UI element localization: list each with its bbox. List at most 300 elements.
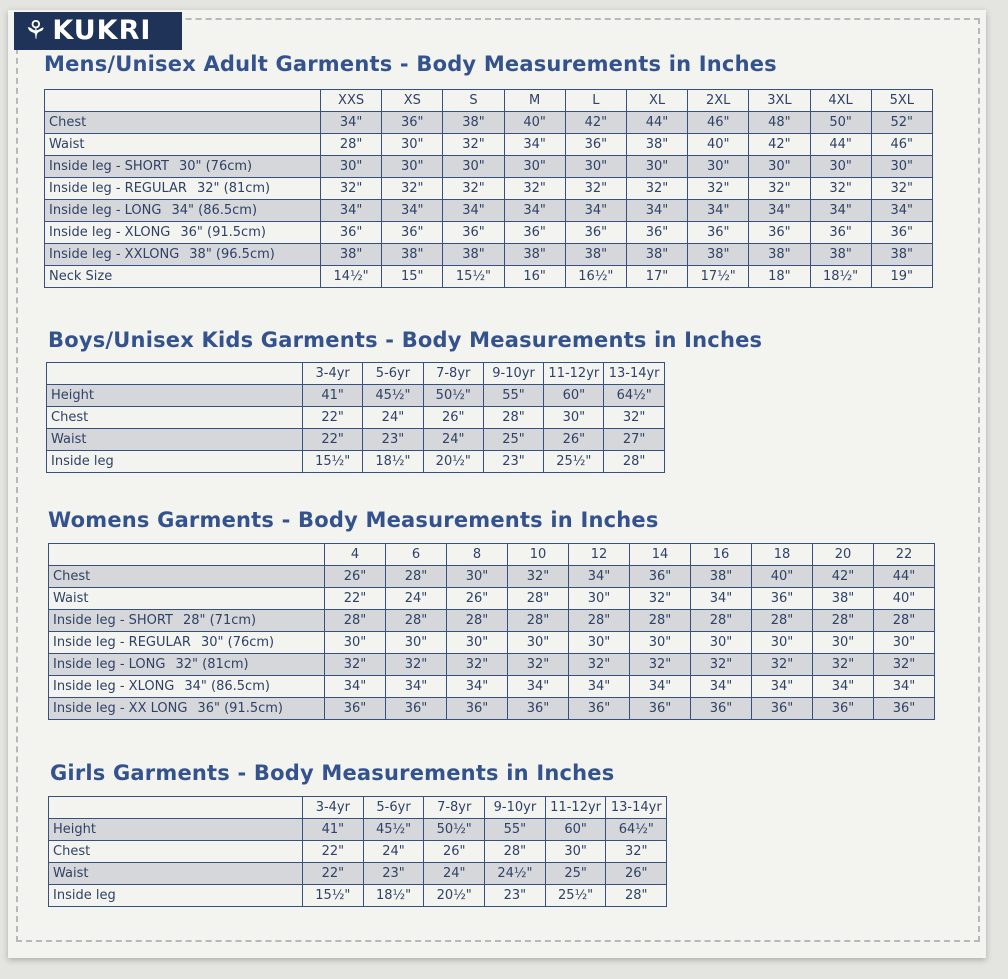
- value-cell: 52": [871, 112, 932, 134]
- value-cell: 34": [688, 200, 749, 222]
- value-cell: 36": [752, 588, 813, 610]
- value-cell: 16": [504, 266, 565, 288]
- row-label: Inside leg - LONG: [49, 203, 162, 218]
- size-header-cell: 7-8yr: [424, 797, 485, 819]
- value-cell: 30": [569, 632, 630, 654]
- value-cell: 32": [443, 178, 504, 200]
- value-cell: 26": [423, 407, 483, 429]
- row-label-cell: [45, 156, 321, 178]
- row-label-cell: [45, 266, 321, 288]
- value-cell: 34": [504, 200, 565, 222]
- value-cell: 30": [871, 156, 932, 178]
- value-cell: 34": [752, 676, 813, 698]
- value-cell: 38": [321, 244, 382, 266]
- value-cell: 34": [382, 200, 443, 222]
- value-cell: 28": [508, 588, 569, 610]
- value-cell: 45½": [363, 385, 423, 407]
- value-cell: 22": [303, 429, 363, 451]
- value-cell: 42": [749, 134, 810, 156]
- value-cell: 20½": [424, 885, 485, 907]
- table-row: [45, 244, 933, 266]
- value-cell: 15½": [303, 885, 364, 907]
- value-cell: 64½": [604, 385, 664, 407]
- value-cell: 32": [749, 178, 810, 200]
- value-cell: 40": [874, 588, 935, 610]
- size-header-cell: S: [443, 90, 504, 112]
- value-cell: 18½": [810, 266, 871, 288]
- value-cell: 55": [485, 819, 546, 841]
- size-header-cell: 22: [874, 544, 935, 566]
- value-cell: 24": [363, 407, 423, 429]
- value-cell: 34": [691, 676, 752, 698]
- value-cell: 18": [749, 266, 810, 288]
- table-row: [45, 156, 933, 178]
- table-row: [49, 632, 935, 654]
- value-cell: 38": [504, 244, 565, 266]
- size-header-cell: L: [565, 90, 626, 112]
- value-cell: 32": [630, 588, 691, 610]
- row-label-cell: [49, 885, 303, 907]
- value-cell: 28": [630, 610, 691, 632]
- table-row: [45, 112, 933, 134]
- size-header-cell: 4: [325, 544, 386, 566]
- row-measure: 36" (91.5cm): [197, 701, 283, 716]
- value-cell: 34": [569, 566, 630, 588]
- value-cell: 34": [321, 112, 382, 134]
- table-row: [49, 676, 935, 698]
- value-cell: 24": [423, 429, 483, 451]
- row-measure: 34" (86.5cm): [171, 203, 258, 218]
- value-cell: 40": [752, 566, 813, 588]
- value-cell: 38": [813, 588, 874, 610]
- corner-cell: [49, 544, 325, 566]
- size-header-cell: 3-4yr: [303, 363, 363, 385]
- value-cell: 48": [749, 112, 810, 134]
- row-label: Inside leg - SHORT: [49, 159, 169, 174]
- value-cell: 36": [382, 222, 443, 244]
- row-label: Waist: [51, 432, 87, 447]
- value-cell: 36": [688, 222, 749, 244]
- value-cell: 34": [871, 200, 932, 222]
- size-header-cell: 9-10yr: [485, 797, 546, 819]
- value-cell: 30": [691, 632, 752, 654]
- value-cell: 24": [363, 841, 424, 863]
- value-cell: 22": [303, 863, 364, 885]
- value-cell: 26": [544, 429, 604, 451]
- row-label: Inside leg: [51, 454, 114, 469]
- value-cell: 18½": [363, 885, 424, 907]
- value-cell: 28": [606, 885, 667, 907]
- value-cell: 17": [626, 266, 687, 288]
- value-cell: 25½": [545, 885, 606, 907]
- value-cell: 32": [386, 654, 447, 676]
- value-cell: 42": [565, 112, 626, 134]
- value-cell: 32": [810, 178, 871, 200]
- value-cell: 41": [303, 819, 364, 841]
- size-header-row: [45, 90, 933, 112]
- size-header-cell: 4XL: [810, 90, 871, 112]
- value-cell: 32": [691, 654, 752, 676]
- value-cell: 34": [386, 676, 447, 698]
- value-cell: 28": [485, 841, 546, 863]
- table-row: [45, 266, 933, 288]
- value-cell: 32": [504, 178, 565, 200]
- row-label-cell: [49, 654, 325, 676]
- value-cell: 44": [810, 134, 871, 156]
- boys-size-table: [46, 362, 665, 473]
- row-label: Chest: [53, 569, 91, 584]
- corner-cell: [49, 797, 303, 819]
- row-label: Inside leg - REGULAR: [53, 635, 191, 650]
- value-cell: 36": [565, 222, 626, 244]
- value-cell: 40": [504, 112, 565, 134]
- value-cell: 34": [626, 200, 687, 222]
- value-cell: 28": [386, 610, 447, 632]
- value-cell: 19": [871, 266, 932, 288]
- value-cell: 32": [447, 654, 508, 676]
- value-cell: 36": [810, 222, 871, 244]
- row-measure: 36" (91.5cm): [180, 225, 266, 240]
- value-cell: 34": [321, 200, 382, 222]
- value-cell: 36": [508, 698, 569, 720]
- size-header-cell: XXS: [321, 90, 382, 112]
- value-cell: 30": [569, 588, 630, 610]
- value-cell: 42": [813, 566, 874, 588]
- value-cell: 30": [321, 156, 382, 178]
- value-cell: 55": [483, 385, 543, 407]
- table-row: [49, 863, 667, 885]
- table-row: [45, 134, 933, 156]
- size-header-cell: 5XL: [871, 90, 932, 112]
- size-header-cell: 11-12yr: [545, 797, 606, 819]
- value-cell: 34": [749, 200, 810, 222]
- table-row: [49, 819, 667, 841]
- value-cell: 30": [752, 632, 813, 654]
- row-label-cell: [47, 407, 303, 429]
- value-cell: 15½": [443, 266, 504, 288]
- value-cell: 32": [688, 178, 749, 200]
- value-cell: 36": [382, 112, 443, 134]
- value-cell: 30": [545, 841, 606, 863]
- value-cell: 34": [565, 200, 626, 222]
- womens-size-table: [48, 543, 935, 720]
- value-cell: 38": [443, 112, 504, 134]
- value-cell: 34": [630, 676, 691, 698]
- value-cell: 24½": [485, 863, 546, 885]
- value-cell: 32": [569, 654, 630, 676]
- value-cell: 30": [386, 632, 447, 654]
- size-header-cell: 20: [813, 544, 874, 566]
- corner-cell: [45, 90, 321, 112]
- value-cell: 38": [691, 566, 752, 588]
- row-label: Inside leg - REGULAR: [49, 181, 187, 196]
- value-cell: 30": [447, 566, 508, 588]
- row-label-cell: [47, 451, 303, 473]
- value-cell: 26": [447, 588, 508, 610]
- value-cell: 24": [424, 863, 485, 885]
- row-label: Chest: [51, 410, 89, 425]
- value-cell: 34": [569, 676, 630, 698]
- value-cell: 38": [443, 244, 504, 266]
- value-cell: 32": [626, 178, 687, 200]
- value-cell: 34": [810, 200, 871, 222]
- size-header-cell: 3XL: [749, 90, 810, 112]
- value-cell: 25½": [544, 451, 604, 473]
- value-cell: 60": [544, 385, 604, 407]
- value-cell: 34": [874, 676, 935, 698]
- value-cell: 30": [630, 632, 691, 654]
- value-cell: 32": [321, 178, 382, 200]
- row-label-cell: [45, 200, 321, 222]
- value-cell: 36": [569, 698, 630, 720]
- row-label-cell: [49, 863, 303, 885]
- value-cell: 36": [691, 698, 752, 720]
- value-cell: 30": [810, 156, 871, 178]
- value-cell: 22": [303, 841, 364, 863]
- value-cell: 32": [813, 654, 874, 676]
- value-cell: 30": [382, 134, 443, 156]
- table-row: [47, 429, 665, 451]
- value-cell: 28": [874, 610, 935, 632]
- size-header-cell: 5-6yr: [363, 363, 423, 385]
- value-cell: 60": [545, 819, 606, 841]
- value-cell: 44": [626, 112, 687, 134]
- girls-size-table: [48, 796, 667, 907]
- value-cell: 34": [447, 676, 508, 698]
- size-header-cell: 11-12yr: [544, 363, 604, 385]
- value-cell: 25": [483, 429, 543, 451]
- row-label: Inside leg - XLONG: [53, 679, 175, 694]
- value-cell: 28": [325, 610, 386, 632]
- value-cell: 28": [691, 610, 752, 632]
- value-cell: 30": [443, 156, 504, 178]
- value-cell: 26": [424, 841, 485, 863]
- value-cell: 36": [325, 698, 386, 720]
- table-row: [47, 407, 665, 429]
- row-label-cell: [45, 112, 321, 134]
- value-cell: 32": [443, 134, 504, 156]
- value-cell: 25": [545, 863, 606, 885]
- value-cell: 38": [382, 244, 443, 266]
- value-cell: 36": [749, 222, 810, 244]
- table-row: [45, 222, 933, 244]
- value-cell: 30": [508, 632, 569, 654]
- value-cell: 30": [688, 156, 749, 178]
- size-header-cell: 6: [386, 544, 447, 566]
- value-cell: 36": [321, 222, 382, 244]
- value-cell: 36": [447, 698, 508, 720]
- value-cell: 36": [504, 222, 565, 244]
- value-cell: 32": [382, 178, 443, 200]
- size-header-cell: XS: [382, 90, 443, 112]
- value-cell: 38": [810, 244, 871, 266]
- size-header-cell: 7-8yr: [423, 363, 483, 385]
- row-measure: 30" (76cm): [178, 159, 253, 174]
- brand-mark-icon: ⚘: [24, 16, 49, 46]
- womens-table-title: Womens Garments - Body Measurements in Inches: [48, 508, 659, 532]
- value-cell: 32": [565, 178, 626, 200]
- value-cell: 36": [630, 566, 691, 588]
- row-label-cell: [49, 819, 303, 841]
- value-cell: 18½": [363, 451, 423, 473]
- value-cell: 16½": [565, 266, 626, 288]
- mens-table-title: Mens/Unisex Adult Garments - Body Measurements in Inches: [44, 52, 777, 76]
- size-header-cell: 2XL: [688, 90, 749, 112]
- table-row: [49, 654, 935, 676]
- value-cell: 30": [749, 156, 810, 178]
- row-label: Inside leg - XLONG: [49, 225, 171, 240]
- value-cell: 28": [752, 610, 813, 632]
- table-row: [49, 885, 667, 907]
- value-cell: 38": [565, 244, 626, 266]
- row-label-cell: [49, 566, 325, 588]
- row-label: Height: [51, 388, 94, 403]
- value-cell: 30": [325, 632, 386, 654]
- value-cell: 36": [443, 222, 504, 244]
- value-cell: 32": [325, 654, 386, 676]
- brand-name: KUKRI: [52, 15, 152, 46]
- value-cell: 50½": [424, 819, 485, 841]
- size-header-cell: 10: [508, 544, 569, 566]
- value-cell: 46": [688, 112, 749, 134]
- value-cell: 28": [569, 610, 630, 632]
- size-header-cell: 8: [447, 544, 508, 566]
- value-cell: 30": [813, 632, 874, 654]
- value-cell: 28": [604, 451, 664, 473]
- size-header-row: [49, 544, 935, 566]
- row-label-cell: [47, 385, 303, 407]
- value-cell: 28": [483, 407, 543, 429]
- size-header-cell: 5-6yr: [363, 797, 424, 819]
- row-label: Chest: [53, 844, 91, 859]
- size-header-cell: 18: [752, 544, 813, 566]
- value-cell: 28": [321, 134, 382, 156]
- row-label-cell: [45, 134, 321, 156]
- value-cell: 26": [606, 863, 667, 885]
- value-cell: 28": [508, 610, 569, 632]
- row-measure: 28" (71cm): [182, 613, 257, 628]
- row-label: Waist: [49, 137, 85, 152]
- value-cell: 38": [871, 244, 932, 266]
- value-cell: 36": [874, 698, 935, 720]
- value-cell: 32": [508, 566, 569, 588]
- value-cell: 38": [626, 134, 687, 156]
- table-row: [47, 451, 665, 473]
- value-cell: 17½": [688, 266, 749, 288]
- value-cell: 36": [752, 698, 813, 720]
- corner-cell: [47, 363, 303, 385]
- value-cell: 34": [504, 134, 565, 156]
- row-label-cell: [49, 610, 325, 632]
- value-cell: 30": [565, 156, 626, 178]
- value-cell: 34": [508, 676, 569, 698]
- row-label: Waist: [53, 591, 89, 606]
- value-cell: 38": [688, 244, 749, 266]
- value-cell: 22": [325, 588, 386, 610]
- row-label: Height: [53, 822, 96, 837]
- size-header-cell: M: [504, 90, 565, 112]
- value-cell: 26": [325, 566, 386, 588]
- table-row: [49, 566, 935, 588]
- value-cell: 30": [626, 156, 687, 178]
- row-label-cell: [49, 698, 325, 720]
- row-measure: 34" (86.5cm): [184, 679, 270, 694]
- value-cell: 46": [871, 134, 932, 156]
- row-label-cell: [49, 632, 325, 654]
- value-cell: 32": [604, 407, 664, 429]
- table-row: [49, 610, 935, 632]
- row-label: Inside leg - SHORT: [53, 613, 173, 628]
- row-measure: 32" (81cm): [175, 657, 249, 672]
- value-cell: 22": [303, 407, 363, 429]
- value-cell: 45½": [363, 819, 424, 841]
- row-label-cell: [45, 178, 321, 200]
- row-label-cell: [49, 676, 325, 698]
- value-cell: 14½": [321, 266, 382, 288]
- mens-size-table: [44, 89, 933, 288]
- size-header-cell: 13-14yr: [606, 797, 667, 819]
- value-cell: 20½": [423, 451, 483, 473]
- value-cell: 36": [565, 134, 626, 156]
- value-cell: 23": [483, 451, 543, 473]
- value-cell: 27": [604, 429, 664, 451]
- row-measure: 32" (81cm): [196, 181, 271, 196]
- size-header-cell: 12: [569, 544, 630, 566]
- value-cell: 30": [504, 156, 565, 178]
- size-header-cell: 3-4yr: [303, 797, 364, 819]
- value-cell: 15": [382, 266, 443, 288]
- size-header-cell: XL: [626, 90, 687, 112]
- value-cell: 28": [813, 610, 874, 632]
- row-label: Inside leg - XXLONG: [49, 247, 180, 262]
- row-label-cell: [45, 244, 321, 266]
- value-cell: 32": [630, 654, 691, 676]
- value-cell: 28": [386, 566, 447, 588]
- value-cell: 30": [382, 156, 443, 178]
- table-row: [45, 200, 933, 222]
- value-cell: 64½": [606, 819, 667, 841]
- table-row: [49, 588, 935, 610]
- row-label: Inside leg: [53, 888, 116, 903]
- table-row: [45, 178, 933, 200]
- value-cell: 34": [325, 676, 386, 698]
- value-cell: 44": [874, 566, 935, 588]
- value-cell: 40": [688, 134, 749, 156]
- value-cell: 23": [363, 429, 423, 451]
- row-label-cell: [45, 222, 321, 244]
- value-cell: 50": [810, 112, 871, 134]
- table-row: [47, 385, 665, 407]
- value-cell: 32": [871, 178, 932, 200]
- row-label: Inside leg - XX LONG: [53, 701, 188, 716]
- value-cell: 32": [606, 841, 667, 863]
- size-header-row: [49, 797, 667, 819]
- value-cell: 34": [691, 588, 752, 610]
- value-cell: 32": [752, 654, 813, 676]
- value-cell: 50½": [423, 385, 483, 407]
- value-cell: 41": [303, 385, 363, 407]
- girls-table-title: Girls Garments - Body Measurements in Inches: [50, 761, 615, 785]
- table-row: [49, 841, 667, 863]
- row-label-cell: [47, 429, 303, 451]
- boys-table-title: Boys/Unisex Kids Garments - Body Measurements in Inches: [48, 328, 763, 352]
- row-label: Neck Size: [49, 269, 113, 284]
- row-label: Waist: [53, 866, 89, 881]
- value-cell: 38": [749, 244, 810, 266]
- row-label: Inside leg - LONG: [53, 657, 166, 672]
- value-cell: 38": [626, 244, 687, 266]
- value-cell: 32": [874, 654, 935, 676]
